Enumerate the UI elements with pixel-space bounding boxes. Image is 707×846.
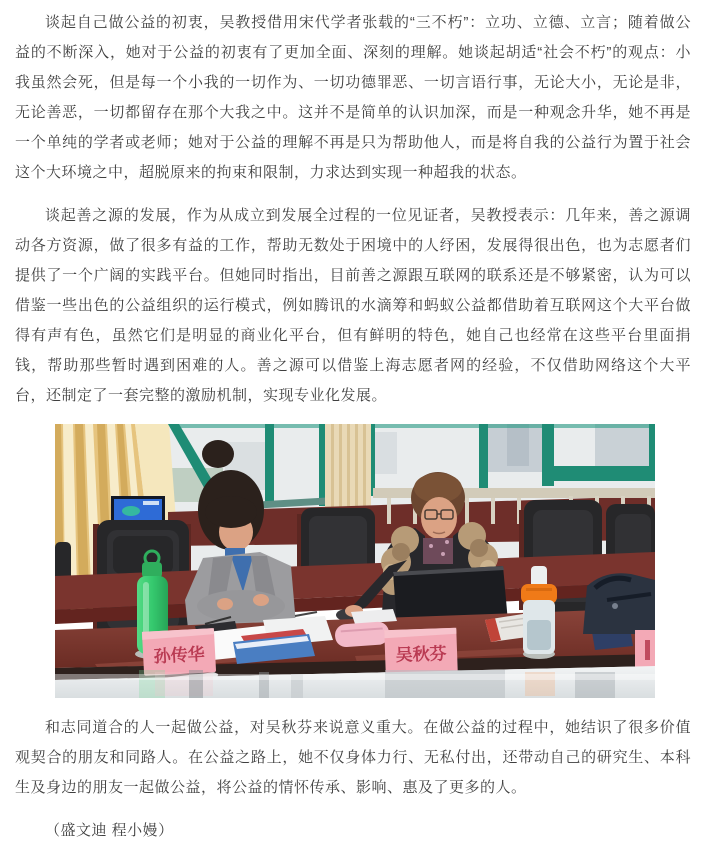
name-card-right-label: 吴秋芬 — [395, 644, 447, 665]
meeting-room-illustration — [55, 424, 655, 698]
paragraph-2: 谈起善之源的发展，作为从成立到发展全过程的一位见证者，吴教授表示：几年来，善之源调动各方资源，做了很多有益的工作，帮助无数处于困境中的人纾困，发展得很出色，也为志愿者们提供了一个广阔的实践平台。但她同时指出，目前善之源跟互联网的联系还是不够紧密，认为可以借鉴一些出色的公益组织的运行模式，例如腾讯的水滴筹和蚂蚁公益都借助着互联网这个大平台做得有声有色，虽然它们是明显的商业化平台，但有鲜明的特色，她自己也经常在这些平台里面捐钱，帮助那些暂时遇到困难的人。善之源可以借鉴上海志愿者网的经验，不仅借助网络这个大平台，还制定了一套完整的激励机制，实现专业化发展。 — [15, 207, 691, 404]
paragraph-1: 谈起自己做公益的初衷，吴教授借用宋代学者张载的“三不朽”：立功、立德、立言；随着做公益的不断深入，她对于公益的初衷有了更加全面、深刻的理解。她谈起胡适“社会不朽”的观点：小我虽然会死，但是每一个小我的一切作为、一切功德罪恶、一切言语行事，无论大小，无论是非，无论善恶，一切都留存在那个大我之中。这并不是简单的认识加深，而是一种观念升华，她不再是一个单纯的学者或老师；她对于公益的理解不再是只为帮助他人，而是将自我的公益行为置于社会这个大环境之中，超脱原来的拘束和限制，力求达到实现一种超我的状态。 — [15, 14, 691, 181]
paragraph-3: 和志同道合的人一起做公益，对吴秋芬来说意义重大。在做公益的过程中，她结识了很多价值观契合的朋友和同路人。在公益之路上，她不仅身体力行、无私付出，还带动自己的研究生、本科生及身边的朋友一起做公益，将公益的情怀传承、影响、惠及了更多的人。 — [15, 719, 691, 796]
pencil-case — [334, 621, 389, 648]
name-card-left-label: 孙传华 — [153, 644, 206, 667]
meeting-room-photo — [55, 424, 655, 698]
handbag — [583, 573, 655, 634]
byline: （盛文迪 程小嫚） — [45, 822, 174, 839]
